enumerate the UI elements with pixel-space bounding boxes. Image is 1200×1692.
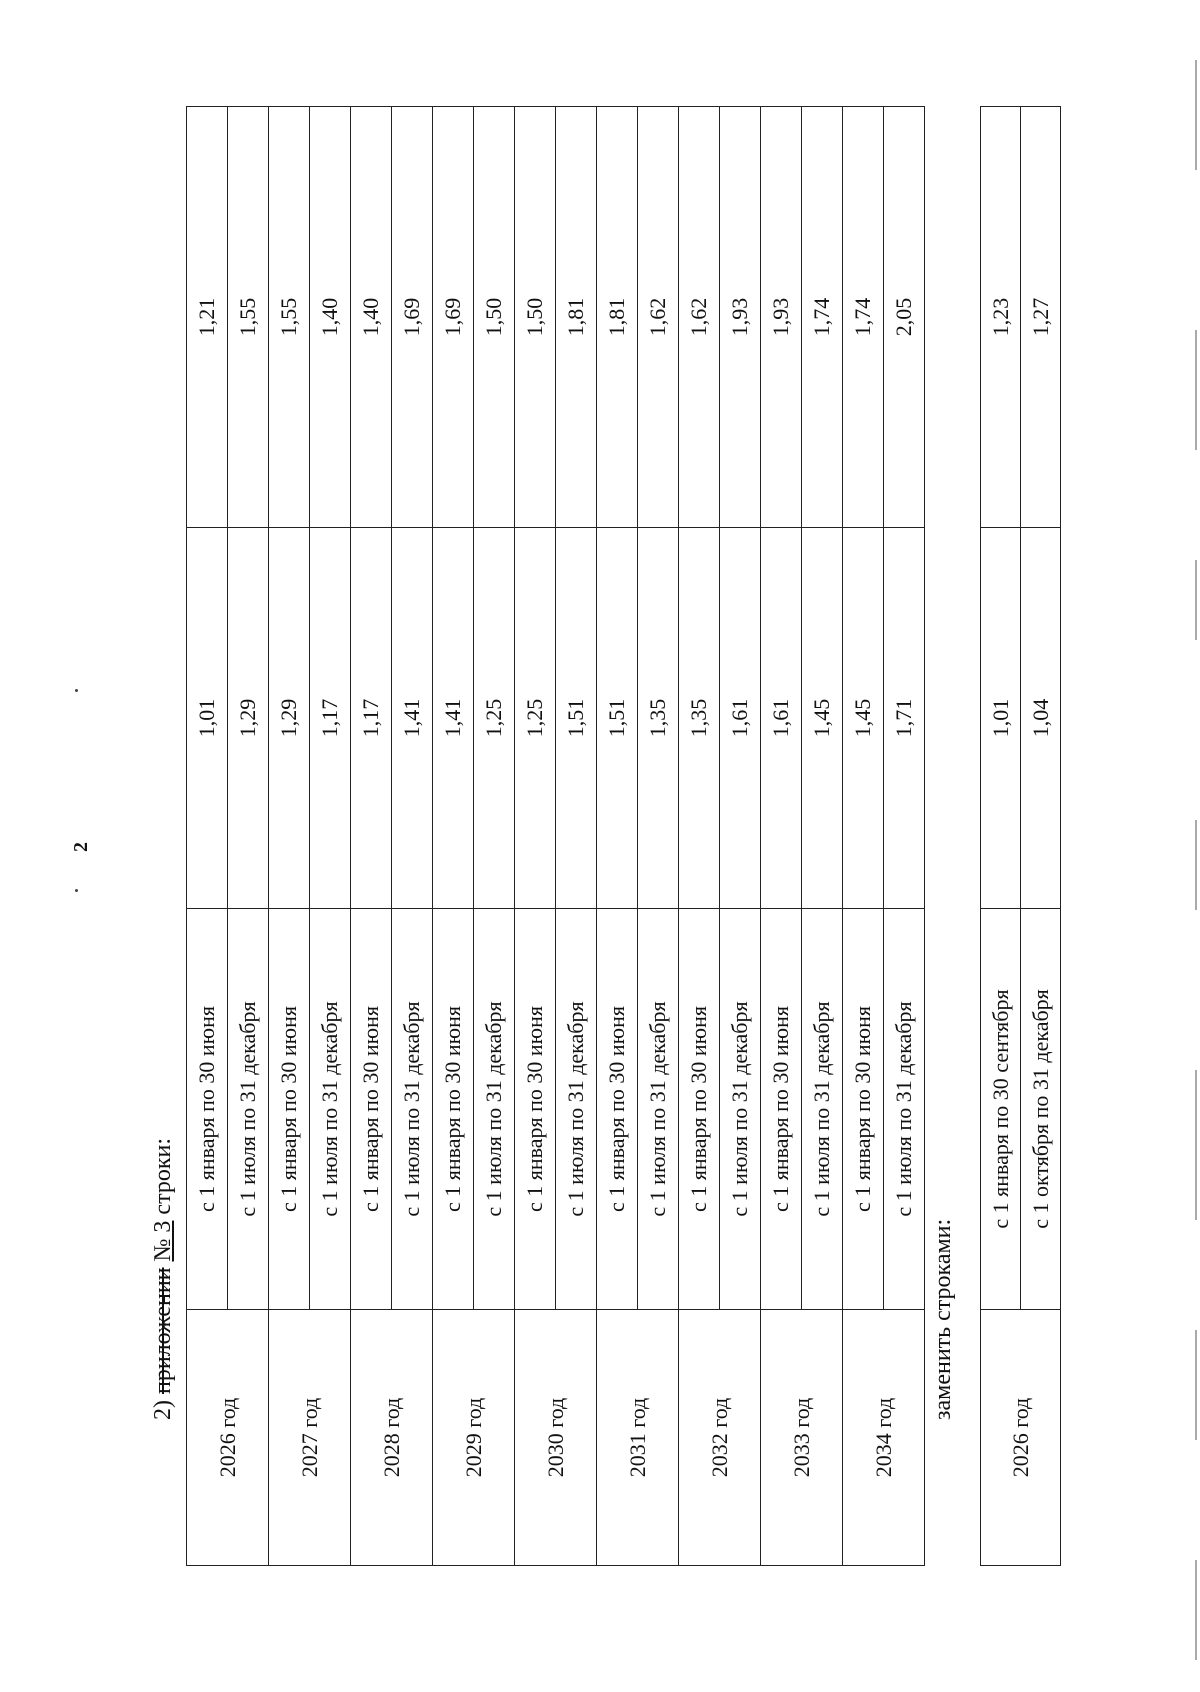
scan-artifact bbox=[1195, 1070, 1197, 1220]
scan-artifact bbox=[1195, 560, 1197, 640]
coefficient-1-cell: 1,25 bbox=[474, 528, 515, 909]
coefficient-1-cell: 1,01 bbox=[187, 528, 228, 909]
period-cell: с 1 января по 30 июня bbox=[761, 909, 802, 1310]
coefficient-1-cell: 1,51 bbox=[556, 528, 597, 909]
coefficient-2-cell: 1,93 bbox=[720, 107, 761, 528]
coefficient-1-cell: 1,01 bbox=[981, 528, 1021, 909]
coefficient-1-cell: 1,61 bbox=[761, 528, 802, 909]
coefficient-1-cell: 1,35 bbox=[638, 528, 679, 909]
coefficient-2-cell: 1,69 bbox=[433, 107, 474, 528]
table-row bbox=[515, 107, 556, 1566]
period-cell: с 1 января по 30 июня bbox=[843, 909, 884, 1310]
coefficient-2-cell: 1,23 bbox=[981, 107, 1021, 528]
year-cell: 2029 год bbox=[433, 1310, 515, 1566]
period-cell: с 1 июля по 31 декабря bbox=[474, 909, 515, 1310]
coefficient-1-cell: 1,45 bbox=[802, 528, 843, 909]
period-cell: с 1 июля по 31 декабря bbox=[228, 909, 269, 1310]
period-cell: с 1 июля по 31 декабря bbox=[392, 909, 433, 1310]
year-cell: 2026 год bbox=[981, 1310, 1061, 1566]
year-cell: 2031 год bbox=[597, 1310, 679, 1566]
coefficient-1-cell: 1,35 bbox=[679, 528, 720, 909]
intro-paragraph bbox=[150, 1138, 177, 1420]
period-cell: с 1 июля по 31 декабря bbox=[556, 909, 597, 1310]
coefficient-1-cell: 1,29 bbox=[269, 528, 310, 909]
scan-artifact bbox=[1195, 820, 1197, 910]
intro-prefix: 2) bbox=[150, 1394, 176, 1420]
period-cell: с 1 июля по 31 декабря bbox=[310, 909, 351, 1310]
replacement-table bbox=[980, 106, 1061, 1566]
intro-suffix: строки: bbox=[150, 1137, 176, 1221]
table-row bbox=[679, 107, 720, 1566]
coefficient-2-cell: 2,05 bbox=[884, 107, 925, 528]
year-cell: 2030 год bbox=[515, 1310, 597, 1566]
coefficient-1-cell: 1,04 bbox=[1021, 528, 1061, 909]
scan-artifact bbox=[1195, 330, 1197, 450]
coefficient-2-cell: 1,81 bbox=[556, 107, 597, 528]
period-cell: с 1 июля по 31 декабря bbox=[884, 909, 925, 1310]
coefficient-2-cell: 1,62 bbox=[679, 107, 720, 528]
period-cell: с 1 января по 30 сентября bbox=[981, 909, 1021, 1310]
coefficient-1-cell: 1,71 bbox=[884, 528, 925, 909]
table-row bbox=[597, 107, 638, 1566]
scan-artifact bbox=[1195, 60, 1197, 170]
intro-appendix-number: № 3 bbox=[150, 1220, 176, 1262]
scan-artifact bbox=[1195, 1330, 1197, 1440]
coefficient-1-cell: 1,41 bbox=[433, 528, 474, 909]
scan-artifact bbox=[1195, 1560, 1197, 1660]
coefficient-2-cell: 1,55 bbox=[228, 107, 269, 528]
scan-dot bbox=[75, 689, 78, 692]
period-cell: с 1 января по 30 июня bbox=[351, 909, 392, 1310]
coefficient-1-cell: 1,41 bbox=[392, 528, 433, 909]
coefficient-2-cell: 1,74 bbox=[802, 107, 843, 528]
coefficient-2-cell: 1,50 bbox=[474, 107, 515, 528]
coefficient-1-cell: 1,25 bbox=[515, 528, 556, 909]
period-cell: с 1 июля по 31 декабря bbox=[638, 909, 679, 1310]
table-row bbox=[269, 107, 310, 1566]
coefficient-1-cell: 1,17 bbox=[310, 528, 351, 909]
coefficient-1-cell: 1,51 bbox=[597, 528, 638, 909]
coefficient-1-cell: 1,29 bbox=[228, 528, 269, 909]
intro-space bbox=[150, 1261, 176, 1267]
period-cell: с 1 июля по 31 декабря bbox=[802, 909, 843, 1310]
period-cell: с 1 января по 30 июня bbox=[679, 909, 720, 1310]
coefficient-2-cell: 1,27 bbox=[1021, 107, 1061, 528]
year-cell: 2028 год bbox=[351, 1310, 433, 1566]
coefficient-2-cell: 1,93 bbox=[761, 107, 802, 528]
coefficient-2-cell: 1,40 bbox=[351, 107, 392, 528]
coefficient-2-cell: 1,69 bbox=[392, 107, 433, 528]
table-row bbox=[187, 107, 228, 1566]
coefficient-2-cell: 1,40 bbox=[310, 107, 351, 528]
year-cell: 2027 год bbox=[269, 1310, 351, 1566]
year-cell: 2033 год bbox=[761, 1310, 843, 1566]
period-cell: с 1 января по 30 июня bbox=[269, 909, 310, 1310]
coefficient-2-cell: 1,74 bbox=[843, 107, 884, 528]
page-number: 2 bbox=[70, 842, 92, 852]
year-cell: 2034 год bbox=[843, 1310, 925, 1566]
table-row bbox=[843, 107, 884, 1566]
coefficient-2-cell: 1,81 bbox=[597, 107, 638, 528]
coefficient-2-cell: 1,55 bbox=[269, 107, 310, 528]
rates-table bbox=[186, 106, 925, 1566]
year-cell: 2026 год bbox=[187, 1310, 269, 1566]
table-row bbox=[761, 107, 802, 1566]
intro-struck-word: приложении bbox=[150, 1267, 176, 1394]
coefficient-1-cell: 1,17 bbox=[351, 528, 392, 909]
period-cell: с 1 января по 30 июня bbox=[515, 909, 556, 1310]
replace-instruction: заменить строками: bbox=[930, 1218, 956, 1420]
year-cell: 2032 год bbox=[679, 1310, 761, 1566]
period-cell: с 1 июля по 31 декабря bbox=[720, 909, 761, 1310]
coefficient-2-cell: 1,50 bbox=[515, 107, 556, 528]
coefficient-1-cell: 1,45 bbox=[843, 528, 884, 909]
table-row bbox=[981, 107, 1021, 1566]
coefficient-1-cell: 1,61 bbox=[720, 528, 761, 909]
coefficient-2-cell: 1,21 bbox=[187, 107, 228, 528]
table-row bbox=[433, 107, 474, 1566]
scan-dot bbox=[75, 889, 78, 892]
period-cell: с 1 января по 30 июня bbox=[597, 909, 638, 1310]
coefficient-2-cell: 1,62 bbox=[638, 107, 679, 528]
period-cell: с 1 января по 30 июня bbox=[187, 909, 228, 1310]
period-cell: с 1 января по 30 июня bbox=[433, 909, 474, 1310]
period-cell: с 1 октября по 31 декабря bbox=[1021, 909, 1061, 1310]
table-row bbox=[351, 107, 392, 1566]
